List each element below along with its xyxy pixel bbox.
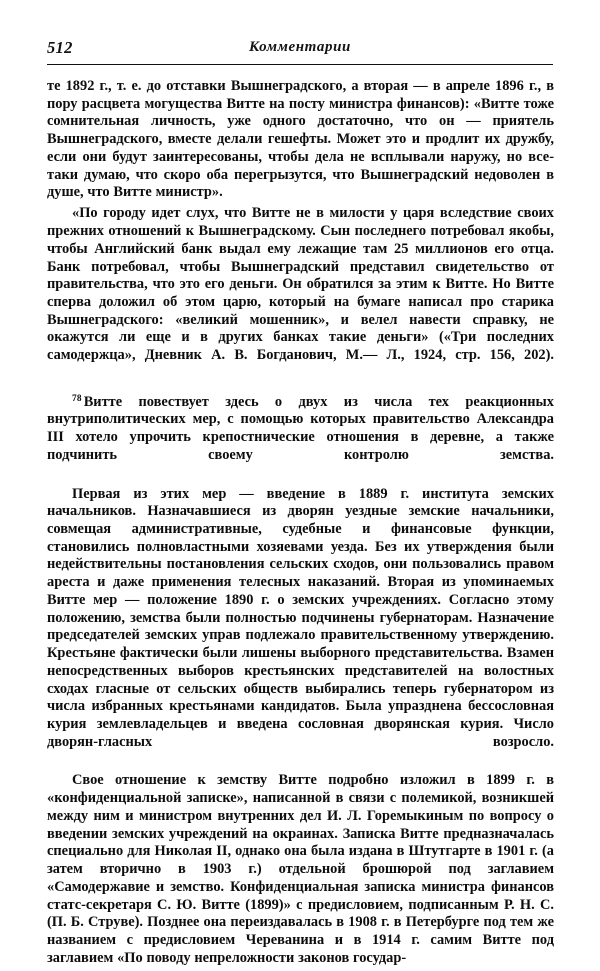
paragraph-gorod-sluh: «По городу идет слух, что Витте не в милости у царя вследствие своих прежних отношений к Вышнеградскому. Сын последнего потребовал якобы, чтобы Английский банк выдал ему лежащие там 25 миллионов его отца. Банк потребовал, чтобы Вышнеградский представил свидетельство от правительства, что это его деньги. Он обратился за этим к Витте. Но Витте сперва доложил об этом царю, который на бумаге написал про старика Вышнеградского: «великий мошенник», и велел навести справку, не окажутся ли еще и в других банках такие деньги» («Три последних самодержца», Дневник А. В. Богданович, М.— Л., 1924, стр. 156, 202). bbox=[47, 205, 554, 364]
header-rule-divider bbox=[47, 64, 553, 65]
paragraph-pervaya-mera: Первая из этих мер — введение в 1889 г. института земских начальников. Назначавшиеся из дворян уездные земские начальники, совмещая административные, судебные и финансовые функции, становились полновластными хозяевами уезда. Без их утверждения были недействительны постановления сельских сходов, они пользовались правом ареста и даже применения телесных наказаний. Вторая из упоминаемых Витте мер — положение 1890 г. о земских учреждениях. Согласно этому положению, земства были полностью подчинены губернаторам. Назначение председателей земских управ подлежало правительственному утверждению. Крестьяне фактически были лишены выборного представительства. Взамен непосредственных выборов крестьянских представителей на волостных сходах гласные от сельских обществ выбирались теперь губернатором из числа избранных крестьянами кандидатов. Была упразднена бессословная курия землевладельцев и введена сословная дворянская курия. Число дворян-гласных возросло. bbox=[47, 485, 554, 750]
page-number: 512 bbox=[47, 38, 73, 57]
paragraph-witte-quote-continued: те 1892 г., т. е. до отставки Вышнеградского, а вторая — в апреле 1896 г., в пору расцвета могущества Витте на посту министра финансов): «Витте тоже сомнительная личность, уже одного достаточно, что он — приятель Вышнеградского, вместе делали гешефты. Может это и продлит их дружбу, если они будут заинтересованы, чтобы дела не всплывали наружу, но все-таки думаю, что скоро оба перегрызутся, что Вышнеградский недоволен в душе, что Витте министр». bbox=[47, 78, 554, 201]
paragraph-note-78-text: Витте повествует здесь о двух из числа тех реакционных внутриполитических мер, с помощью которых правительство Александра III хотело упрочить крепостнические отношения в деревне, а также подчинить своему контролю земства. bbox=[47, 393, 554, 463]
paragraph-svoe-otnoshenie: Свое отношение к земству Витте подробно изложил в 1899 г. в «конфиденциальной записке», написанной в связи с полемикой, возникшей между ним и министром внутренних дел И. Л. Горемыкиным по вопросу о введении земских учреждений на окраинах. Записка Витте предназначалась специально для Николая II, однако она была издана в Штутгарте в 1901 г. (а затем вторично в 1903 г.) отдельной брошюрой под заглавием «Самодержавие и земство. Конфиденциальная записка министра финансов статс-секретаря С. Ю. Витте (1899)» с предисловием, подписанным Р. Н. С. (П. Б. Струве). Позднее она переиздавалась в 1908 г. в Петербурге под тем же названием с предисловием Череванина и в 1914 г. самим Витте под заглавием «По поводу непреложности законов государ- bbox=[47, 772, 554, 966]
running-head bbox=[47, 38, 553, 60]
running-title: Комментарии bbox=[248, 39, 352, 55]
paragraph-note-78 bbox=[47, 391, 554, 483]
footnote-marker-78: 78 bbox=[72, 393, 82, 404]
body-text-block bbox=[47, 78, 554, 967]
